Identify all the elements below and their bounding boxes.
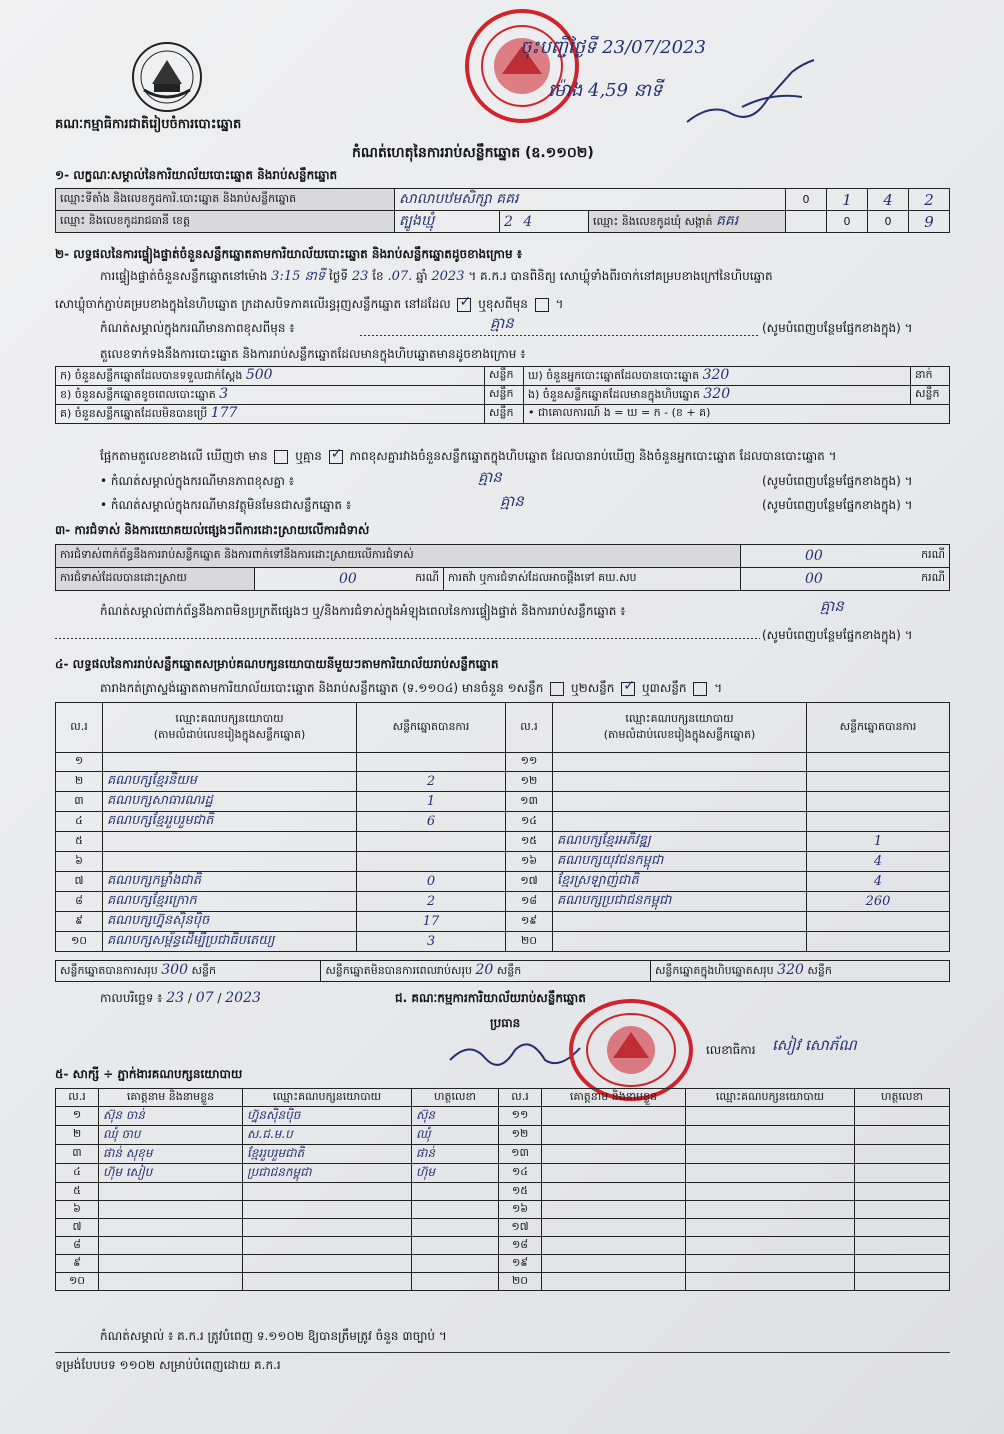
results-row <box>56 753 950 772</box>
note1-value: គ្មាន <box>490 314 514 332</box>
complaints-unit: ករណី <box>921 548 945 561</box>
result-no: ១២ <box>520 773 538 787</box>
total-invalid-label: សន្លឹកឆ្នោតមិនបានការពេលរាប់សរុប <box>325 964 472 977</box>
form-title: កំណត់ហេតុនៃការរាប់សន្លឹកឆ្នោត (ឧ.១១០២) <box>352 145 594 161</box>
irregularity-note-value: គ្មាន <box>820 597 844 615</box>
total-valid-unit: សន្លឹក <box>191 964 216 977</box>
commune-code-1: 0 <box>827 211 868 233</box>
unused-label: គ) ចំនួនសន្លឹកឆ្នោតដែលមិនបានប្រើ <box>60 407 208 420</box>
result-no: ៨ <box>75 893 83 907</box>
date-month: 07 <box>195 990 214 1006</box>
result-votes: 1 <box>873 834 883 849</box>
witness-no: ៣ <box>72 1146 82 1159</box>
result-votes: 2 <box>426 774 436 789</box>
result-no: ១៧ <box>520 873 538 887</box>
difference-text-c: ភាពខុសគ្នារវាងចំនួនសន្លឹកឆ្នោតក្នុងហិបឆ្នោត ដែលបានរាប់ឃើញ និងចំនួនអ្នកបោះឆ្នោត ដែលបានបោះឆ្នោត ។ <box>349 449 837 463</box>
witness-signature: ផាន់ <box>416 1146 436 1160</box>
results-col-party-sub-2: (តាមលំដាប់លេខរៀងក្នុងសន្លឹកឆ្នោត) <box>603 727 756 741</box>
result-votes: 4 <box>873 874 883 889</box>
result-no: ១៣ <box>520 793 538 807</box>
result-party: គណបក្សខ្មែរក្រោក <box>107 893 197 908</box>
footnote: កំណត់សម្គាល់ ៖ គ.ក.រ ត្រូវបំពេញ ទ.១១០២ ឱ្យបានត្រឹមត្រូវ ចំនួន ៣ច្បាប់ ។ <box>100 1329 447 1343</box>
result-no: ១០ <box>70 933 88 947</box>
result-no: ២០ <box>520 933 538 947</box>
result-party: គណបក្សយុវជនកម្ពុជា <box>557 853 664 868</box>
org-name: គណៈកម្មាធិការជាតិរៀបចំការបោះឆ្នោត <box>55 117 242 132</box>
province-value: ត្បូងឃ្មុំ <box>399 213 435 229</box>
secretary-label: លេខាធិការ <box>706 1043 756 1057</box>
verification-text-e: ។ គ.ក.រ បានពិនិត្យ សោឃ្លុំទាំងពីរចាក់នៅគម្របខាងក្រៅនៃហិបឆ្នោត <box>468 269 773 283</box>
commune-code-3: 9 <box>909 211 950 233</box>
results-row <box>56 932 950 952</box>
witness-col-sign: ហត្ថលេខា <box>412 1089 499 1107</box>
result-no: ៥ <box>75 833 83 847</box>
tally-text-d: ។ <box>714 681 723 695</box>
has-difference-checkbox[interactable] <box>274 450 288 464</box>
no-difference-checkbox[interactable]: ✓ <box>330 445 343 462</box>
witness-row <box>56 1219 950 1237</box>
verification-day: 23 <box>351 269 369 284</box>
results-col-party: ឈ្មោះគណបក្សនយោបាយ <box>175 711 284 725</box>
witness-col-no-2: ល.រ <box>499 1089 542 1107</box>
commune-label: ឈ្មោះ និងលេខកូដឃុំ សង្កាត់ <box>593 215 713 228</box>
spoiled-label: ខ) ចំនួនសន្លឹកឆ្នោតខូចពេលបោះឆ្នោត <box>60 388 216 401</box>
witness-no: ៥ <box>73 1183 81 1197</box>
results-row <box>56 852 950 872</box>
witness-name: ឈុំ ចាប <box>103 1127 141 1141</box>
verification-text-a: ការផ្ទៀងផ្ទាត់ចំនួនសន្លឹកឆ្នោតនៅម៉ោង <box>100 269 268 283</box>
official-seal-stamp <box>462 8 582 124</box>
section2-heading: ២- លទ្ធផលនៃការផ្ទៀងផ្ទាត់ចំនួនសន្លឹកឆ្នោតតាមការិយាល័យបោះឆ្នោត និងរាប់សន្លឹកឆ្នោតដូចខាងក្រោម ៖ <box>55 247 523 261</box>
result-no: ១៥ <box>520 833 538 847</box>
results-col-votes-2: សន្លឹកឆ្នោតបានការ <box>807 703 950 753</box>
witness-col-no: ល.រ <box>56 1089 99 1107</box>
witness-col-party: ឈ្មោះគណបក្សនយោបាយ <box>243 1089 412 1107</box>
result-party: គណបក្សសម្ព័ន្ធដើម្បីប្រជាធិបតេយ្យ <box>107 933 275 948</box>
result-no: ៤ <box>75 813 83 827</box>
witness-no: ១៥ <box>511 1183 529 1197</box>
tally-sheet-line <box>100 677 723 696</box>
witness-signature: ស៊ុន <box>416 1108 436 1122</box>
irregularity-hint: (សូមបំពេញបន្ថែមផ្នែកខាងក្នុង) ។ <box>762 628 913 642</box>
witness-party: ហ្វ៊ុនស៊ិនប៉ិច <box>247 1108 301 1122</box>
inbox-value: 320 <box>703 386 731 402</box>
verification-text-c: ខែ <box>372 269 384 283</box>
results-col-party-sub: (តាមលំដាប់លេខរៀងក្នុងសន្លឹកឆ្នោត) <box>153 727 306 741</box>
complaints-table <box>55 544 950 591</box>
result-no: ៩ <box>75 913 83 927</box>
witness-no: ៤ <box>73 1165 81 1178</box>
witness-row <box>56 1273 950 1291</box>
results-row <box>56 792 950 812</box>
witness-col-name: គោត្តនាម និងនាមខ្លួន <box>99 1089 243 1107</box>
results-row <box>56 912 950 932</box>
committee-seal-stamp <box>568 998 694 1102</box>
witness-row <box>56 1145 950 1164</box>
results-row <box>56 872 950 892</box>
difference-line <box>100 445 837 464</box>
result-party: គណបក្សខ្មែររួបរួមជាតិ <box>107 813 214 828</box>
result-party: ខ្មែរស្រឡាញ់ជាតិ <box>557 873 639 888</box>
witness-col-party-2: ឈ្មោះគណបក្សនយោបាយ <box>686 1089 855 1107</box>
witness-no: ១៨ <box>511 1237 529 1251</box>
same-checkbox[interactable]: ✓ <box>459 293 472 310</box>
witness-party: ខ្មែររួបរួមជាតិ <box>247 1146 305 1160</box>
resolved-label: ការជំទាស់ដែលបានដោះស្រាយ <box>56 568 255 591</box>
verification-time: 3:15 នាទី <box>271 269 326 284</box>
secretary-name: សៀវ សោភ័ណ <box>772 1036 857 1054</box>
witness-row <box>56 1183 950 1201</box>
formula-note: • ជាគោលការណ៍ ង = ឃ = ក - (ខ + គ) <box>524 405 950 424</box>
witness-no: ១២ <box>511 1127 529 1140</box>
received-label: ក) ចំនួនសន្លឹកឆ្នោតដែលបានទទួលជាក់ស្តែង <box>60 369 243 382</box>
total-valid-label: សន្លឹកឆ្នោតបានការសរុប <box>60 964 158 977</box>
result-no: ១៨ <box>520 893 538 907</box>
result-no: ៦ <box>75 853 83 867</box>
two-sheets-checkbox[interactable]: ✓ <box>623 677 635 694</box>
committee-label: ជ. គណៈកម្មការការិយាល័យរាប់សន្លឹកឆ្នោត <box>395 991 586 1005</box>
witness-signature: ឈុំ <box>416 1127 431 1141</box>
witness-row <box>56 1107 950 1126</box>
date-line: កាលបរិច្ឆេទ ៖ 23 / 07 / 2023 <box>100 990 261 1006</box>
date-label: កាលបរិច្ឆេទ ៖ <box>100 991 163 1005</box>
location-value: សាលាបឋមសិក្សា គគរ <box>399 191 519 207</box>
result-votes: 6 <box>426 814 436 829</box>
section4-heading: ៤- លទ្ធផលនៃការរាប់សន្លឹកឆ្នោតសម្រាប់គណបក្សនយោបាយនីមួយៗតាមការិយាល័យរាប់សន្លឹកឆ្នោត <box>55 657 499 671</box>
result-party: គណបក្សកម្លាំងជាតិ <box>107 873 202 888</box>
result-no: ៧ <box>74 873 84 887</box>
one-sheet-checkbox[interactable] <box>550 682 564 696</box>
note2-value: គ្មាន <box>478 468 502 486</box>
witness-name: ស៊ុន ចាន់ <box>103 1108 145 1122</box>
result-votes: 0 <box>426 874 436 889</box>
verification-end: ។ <box>555 297 564 311</box>
results-row <box>56 832 950 852</box>
results-table <box>55 702 950 952</box>
note2-label: • កំណត់សម្គាល់ក្នុងករណីមានភាពខុសគ្នា ៖ <box>100 474 295 488</box>
witness-no: ១១ <box>511 1108 529 1121</box>
result-no: ១៦ <box>520 853 538 867</box>
results-col-no-2: ល.រ <box>506 703 553 753</box>
result-votes: 4 <box>873 854 883 869</box>
note2-hint: (សូមបំពេញបន្ថែមផ្នែកខាងក្នុង) ។ <box>762 474 913 488</box>
witness-no: ៨ <box>73 1237 81 1251</box>
section5-heading: ៥- សាក្សី ÷ ភ្នាក់ងារគណបក្សនយោបាយ <box>55 1067 243 1081</box>
witness-table <box>55 1088 950 1291</box>
witness-no: ១៣ <box>511 1146 529 1159</box>
witness-col-name-2: គោត្តនាម និងនាមខ្លួន <box>542 1089 686 1107</box>
result-no: ១ <box>74 754 84 767</box>
witness-no: ១៤ <box>511 1165 529 1178</box>
verification-year: 2023 <box>431 269 465 284</box>
form-id: ទម្រង់បែបបទ ១១០២ សម្រាប់បំពេញដោយ គ.ក.រ <box>55 1358 281 1372</box>
result-party: គណបក្សខ្មែរអភិវឌ្ឍ <box>557 833 651 848</box>
results-col-no: ល.រ <box>56 703 103 753</box>
inbox-label: ង) ចំនួនសន្លឹកឆ្នោតដែលមានក្នុងហិបឆ្នោត <box>528 388 700 401</box>
note1-label: កំណត់សម្គាល់ក្នុងករណីមានភាពខុសពីមុន ៖ <box>100 321 295 335</box>
result-party: គណបក្សសាធារណរដ្ឋ <box>107 793 213 808</box>
spoiled-value: 3 <box>219 386 229 402</box>
received-value: 500 <box>245 367 273 383</box>
stamp-date-note: ចុះបញ្ជីថ្ងៃទី 23/07/2023 <box>520 37 706 58</box>
witness-no: ២០ <box>511 1273 529 1287</box>
resolved-unit: ករណី <box>415 571 439 584</box>
result-party: គណបក្សហ្វ៊ុនស៊ិនប៉ិច <box>107 913 210 928</box>
result-votes: 1 <box>426 794 436 809</box>
date-day: 23 <box>166 990 185 1006</box>
voters-label: ឃ) ចំនួនអ្នកបោះឆ្នោតដែលបានបោះឆ្នោត <box>528 369 700 382</box>
total-box-unit: សន្លឹក <box>807 964 832 977</box>
stamp-time-note: ម៉ោង 4,59 នាទី <box>548 80 663 101</box>
tally-text-c: ឬ៣សន្លឹក <box>642 681 687 695</box>
complaints-value: 00 <box>805 548 823 564</box>
result-votes: 17 <box>422 914 440 929</box>
result-no: ១៤ <box>520 813 538 827</box>
verification-month: .07. <box>387 269 413 284</box>
result-no: ២ <box>74 773 84 787</box>
witness-no: ៦ <box>73 1201 81 1215</box>
witness-no: ១៦ <box>511 1201 529 1215</box>
verification-text-2: សោឃ្លុំចាក់ភ្ជាប់គម្របខាងក្នុងនៃហិបឆ្នោត ក្រដាសបិទភាគលើរន្ធរុញសន្លឹកឆ្នោត នៅដដែល <box>55 297 451 311</box>
total-box-value: 320 <box>777 962 804 978</box>
witness-no: ៩ <box>73 1255 81 1269</box>
witness-no: ១៩ <box>511 1255 529 1269</box>
verification-text-b: ថ្ងៃទី <box>328 269 349 283</box>
note3-value: គ្មាន <box>500 492 524 510</box>
results-col-party-2: ឈ្មោះគណបក្សនយោបាយ <box>625 711 734 725</box>
tally-text-b: ឬ២សន្លឹក <box>571 681 615 695</box>
figures-table <box>55 366 950 424</box>
total-invalid-value: 20 <box>475 962 494 978</box>
location-code-3: 4 <box>868 189 909 211</box>
verification-line-2 <box>55 293 564 312</box>
witness-row <box>56 1255 950 1273</box>
witness-no: ១៧ <box>511 1219 529 1233</box>
commune-value: គគរ <box>716 213 739 229</box>
results-row <box>56 772 950 792</box>
witness-row <box>56 1237 950 1255</box>
result-no: ៣ <box>74 793 84 807</box>
top-signature <box>682 52 822 132</box>
province-label: ឈ្មោះ និងលេខកូដរាជធានី ខេត្ត <box>56 211 395 233</box>
witness-no: ៧ <box>72 1219 82 1233</box>
total-invalid-unit: សន្លឹក <box>496 964 522 977</box>
total-box-label: សន្លឹកឆ្នោតក្នុងហិបឆ្នោតសរុប <box>654 964 774 977</box>
appeal-label: ការតវ៉ា ឬការជំទាស់ដែលអាចផ្ដឹងទៅ គឃ.សប <box>444 568 741 591</box>
location-label: ឈ្មោះទីតាំង និងលេខកូដការិ.បោះឆ្នោត និងរាប់សន្លឹកឆ្នោត <box>56 189 395 211</box>
witness-name: ហ៊ុម សៀប <box>103 1165 153 1179</box>
result-no: ១៩ <box>520 913 538 927</box>
appeal-unit: ករណី <box>921 571 945 584</box>
appeal-value: 00 <box>805 571 823 587</box>
witness-row <box>56 1201 950 1219</box>
section1-heading: ១- លក្ខណៈសម្គាល់នៃការិយាល័យបោះឆ្នោត និងរាប់សន្លឹកឆ្នោត <box>55 168 338 182</box>
result-party: គណបក្សខ្មែរនិយម <box>107 773 197 788</box>
irregularity-note-label: កំណត់សម្គាល់ពាក់ព័ន្ធនឹងភាពមិនប្រក្រតីផ្សេងៗ ឬ/និងការជំទាស់ក្នុងអំឡុងពេលនៃការផ្ទៀងផ្ទាត់ និងការរាប់សន្លឹកឆ្នោត ៖ <box>100 604 626 618</box>
verification-text-d: ឆ្នាំ <box>416 269 428 283</box>
president-label: ប្រធាន <box>490 1016 521 1030</box>
result-votes: 260 <box>865 894 891 909</box>
witness-party: ប្រជាជនកម្ពុជា <box>247 1165 312 1179</box>
received-unit: សន្លឹក <box>485 367 524 386</box>
witness-name: ផាន់ សុខុម <box>103 1146 153 1160</box>
tally-text-a: តារាងកត់ត្រាស្ទង់ឆ្នោតតាមការិយាល័យបោះឆ្នោត និងរាប់សន្លឹកឆ្នោត (ទ.១១០៤) មានចំនួន ១សន្លឹក <box>100 681 544 695</box>
province-code-b: 4 <box>523 213 533 230</box>
section3-heading: ៣- ការជំទាស់ និងការយោគយល់ផ្សេងៗពីការដោះស្រាយលើការជំទាស់ <box>55 523 370 537</box>
location-code-4: 2 <box>909 189 950 211</box>
verification-line-1 <box>100 268 773 285</box>
unused-unit: សន្លឹក <box>485 405 524 424</box>
results-col-votes: សន្លឹកឆ្នោតបានការ <box>357 703 506 753</box>
witness-col-sign-2: ហត្ថលេខា <box>855 1089 950 1107</box>
note3-label: • កំណត់សម្គាល់ក្នុងករណីមានវត្ថុមិនមែនជាសន្លឹកឆ្នោត ៖ <box>100 498 352 512</box>
changed-checkbox[interactable] <box>535 298 549 312</box>
inbox-unit: សន្លឹក <box>911 386 950 405</box>
witness-party: ស.ជ.ម.ប <box>247 1127 293 1141</box>
section1-table <box>55 188 950 233</box>
result-party: គណបក្សប្រជាជនកម្ពុជា <box>557 893 672 908</box>
changed-label: ឬខុសពីមុន <box>478 297 528 311</box>
witness-row <box>56 1126 950 1145</box>
witness-no: ១ <box>72 1108 82 1121</box>
results-totals <box>55 960 950 982</box>
province-code: 2 <box>504 213 513 230</box>
voters-unit: នាក់ <box>911 367 950 386</box>
difference-text-a: ផ្អែកតាមតួលេខខាងលើ ឃើញថា មាន <box>100 449 268 463</box>
note3-hint: (សូមបំពេញបន្ថែមផ្នែកខាងក្នុង) ។ <box>762 498 913 512</box>
location-code-2: 1 <box>827 189 868 211</box>
results-row <box>56 892 950 912</box>
witness-row <box>56 1164 950 1183</box>
location-code-1: 0 <box>786 189 827 211</box>
complaints-label: ការជំទាស់ពាក់ព័ន្ធនឹងការរាប់សន្លឹកឆ្នោត និងការពាក់ទៅនឹងការដោះស្រាយលើការជំទាស់ <box>56 545 741 568</box>
three-sheets-checkbox[interactable] <box>693 682 707 696</box>
nec-logo <box>130 40 204 114</box>
witness-no: ២ <box>72 1127 82 1140</box>
result-no: ១១ <box>520 754 538 767</box>
witness-signature: ហ៊ុម <box>416 1165 436 1179</box>
voters-value: 320 <box>702 367 730 383</box>
difference-text-b: ឬគ្មាន <box>295 449 322 463</box>
commune-code-2: 0 <box>868 211 909 233</box>
figures-intro: តួលេខទាក់ទងនឹងការបោះឆ្នោត និងការរាប់សន្លឹកឆ្នោតដែលមានក្នុងហិបឆ្នោតមានដូចខាងក្រោម ៖ <box>100 347 526 361</box>
resolved-value: 00 <box>339 571 357 587</box>
note1-hint: (សូមបំពេញបន្ថែមផ្នែកខាងក្នុង) ។ <box>762 321 913 335</box>
unused-value: 177 <box>210 405 238 421</box>
date-year: 2023 <box>225 990 261 1006</box>
results-row <box>56 812 950 832</box>
result-votes: 2 <box>426 894 436 909</box>
witness-no: ១០ <box>68 1273 86 1287</box>
result-votes: 3 <box>426 934 436 949</box>
president-signature <box>445 1030 585 1080</box>
total-valid-value: 300 <box>161 962 188 978</box>
commune-code-pad <box>786 211 827 233</box>
spoiled-unit: សន្លឹក <box>485 386 524 405</box>
